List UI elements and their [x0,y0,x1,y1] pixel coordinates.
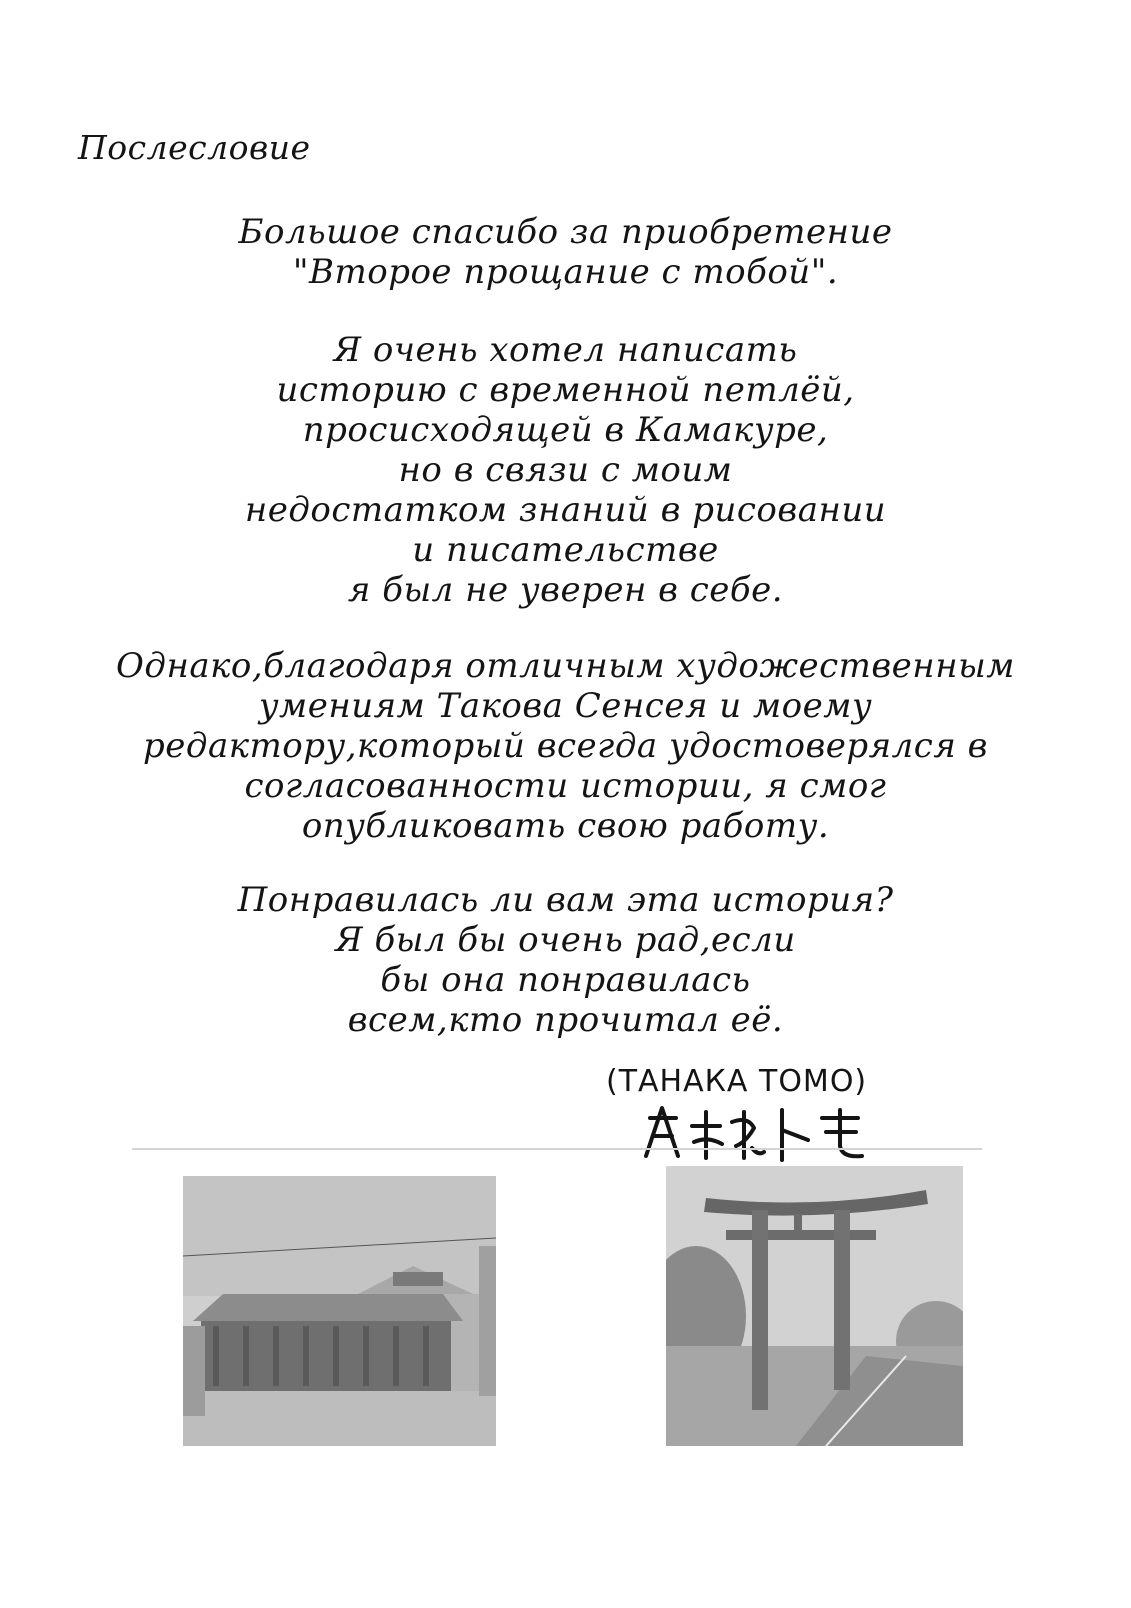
paragraph-4-line-1: Понравилась ли вам эта история? [237,880,894,920]
section-divider [132,1148,982,1150]
paragraph-3-line-5: опубликовать свою работу. [301,806,830,846]
paragraph-2-line-4: но в связи с моим [398,450,733,490]
paragraph-3-line-2: умениям Такова Сенсея и моему [258,686,873,726]
paragraph-2-line-2: историю с временной петлёй, [276,370,855,410]
paragraph-1-line-2: "Второе прощание с тобой". [292,252,839,292]
signature-icon [636,1096,876,1168]
torii-gate-photo [666,1166,963,1446]
paragraph-1-line-1: Большое спасибо за приобретение [238,212,893,252]
paragraph-2-line-1: Я очень хотел написать [333,330,798,370]
paragraph-2-line-5: недостатком знаний в рисовании [244,490,887,530]
page-title: Послесловие [78,128,311,167]
paragraph-4-line-3: бы она понравилась [380,960,751,1000]
paragraph-2-line-7: я был не уверен в себе. [347,570,784,610]
paragraph-3-line-1: Однако,благодаря отличным художественным [116,646,1015,686]
paragraph-4-line-2: Я был бы очень рад,если [335,920,796,960]
paragraph-2-line-6: и писательстве [412,530,719,570]
paragraph-2-line-3: просисходящей в Камакуре, [302,410,829,450]
paragraph-3-line-4: согласованности истории, я смог [244,766,887,806]
paragraph-4-line-4: всем,кто прочитал её. [347,1000,784,1040]
station-building-photo [183,1176,496,1446]
author-name: (ТАНАКА ТОМО) [606,1064,868,1099]
paragraph-3-line-3: редактору,который всегда удостоверялся в [143,726,988,766]
